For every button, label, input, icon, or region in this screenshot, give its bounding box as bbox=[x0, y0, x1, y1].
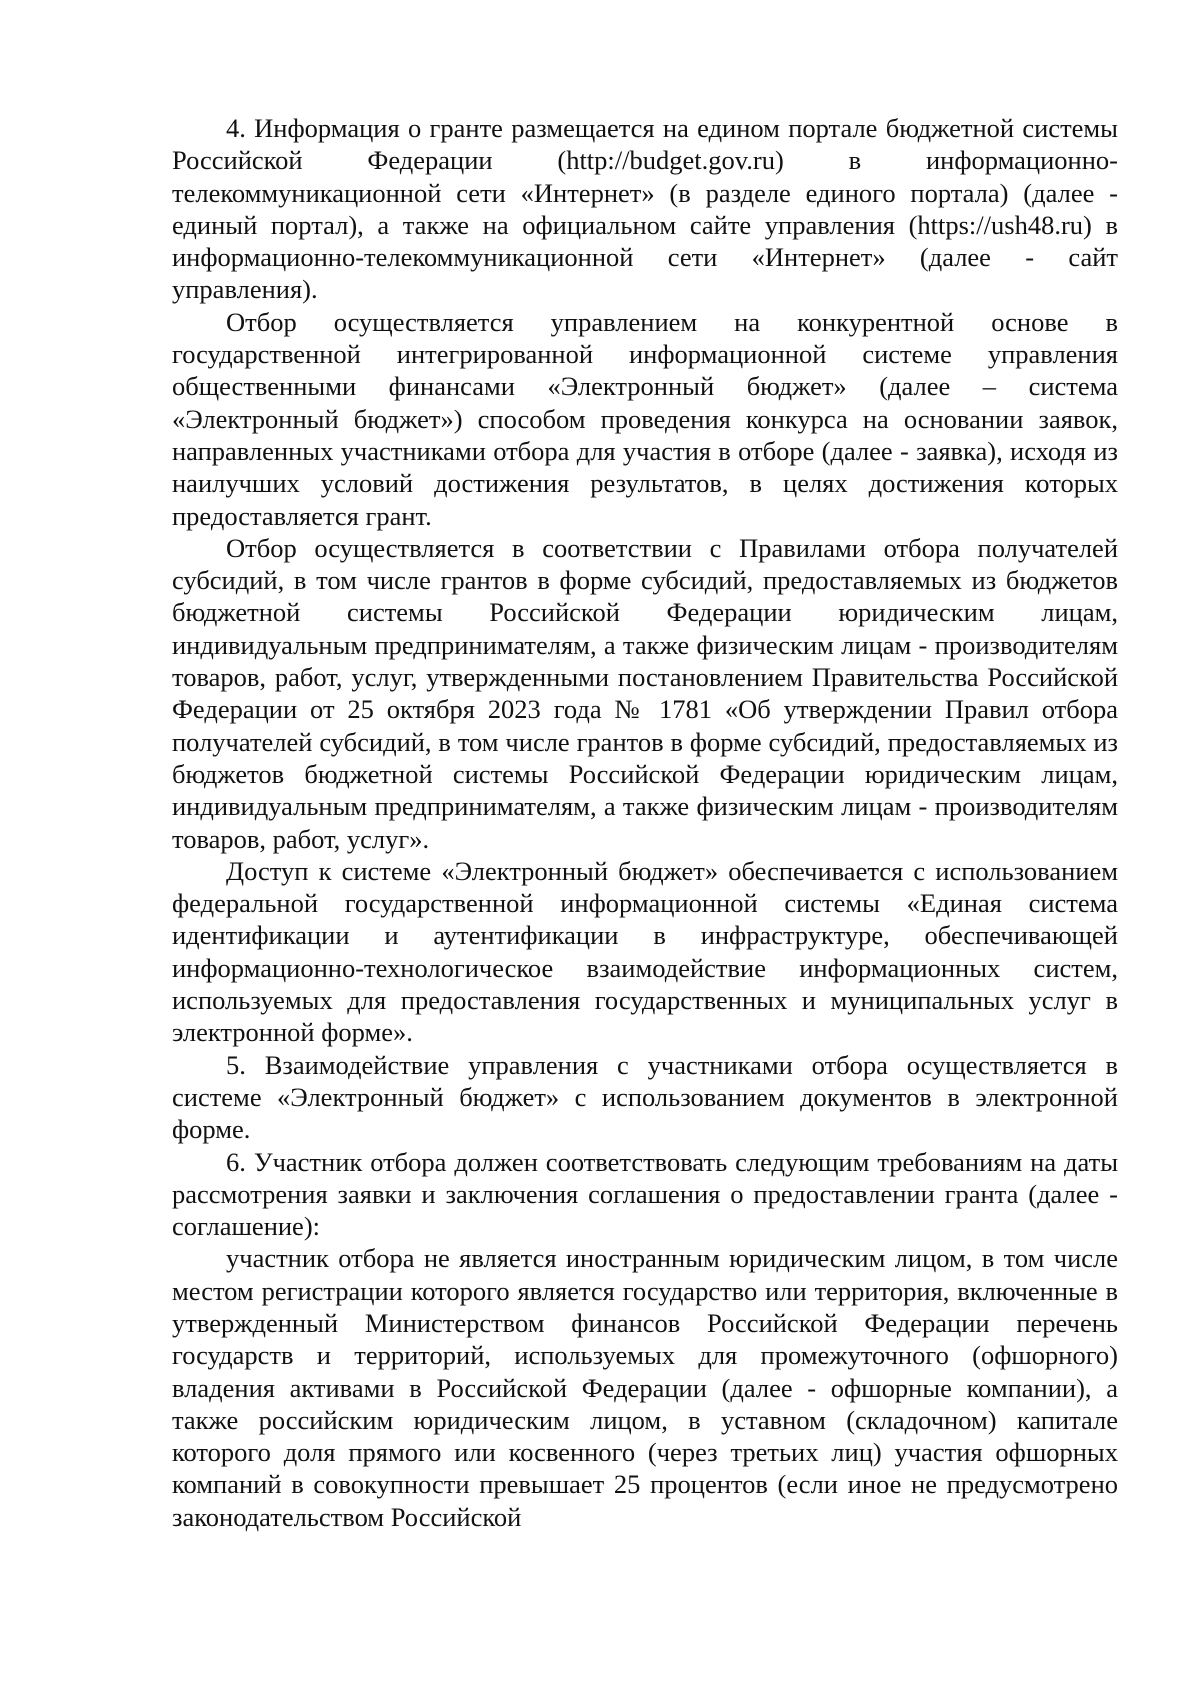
paragraph-interaction: 5. Взаимодействие управления с участниками отбора осуществляется в системе «Электронный бюджет» с использованием документов в электронной форме. bbox=[172, 1049, 1118, 1145]
paragraph-grant-information: 4. Информация о гранте размещается на едином портале бюджетной системы Российской Федерации (http://budget.gov.ru) в информационно-телекоммуникационной сети «Интернет» (в разделе единого портала) (далее - единый портал), а также на официальном сайте управления (https://ush48.ru) в информационно-телекоммуникационной сети «Интернет» (далее - сайт управления). bbox=[172, 113, 1118, 305]
paragraph-selection-rules: Отбор осуществляется в соответствии с Правилами отбора получателей субсидий, в том числе грантов в форме субсидий, предоставляемых из бюджетов бюджетной системы Российской Федерации юридическим лицам, индивидуальным предпринимателям, а также физическим лицам - производителям товаров, работ, услуг, утвержденными постановлением Правительства Российской Федерации от 25 октября 2023 года № 1781 «Об утверждении Правил отбора получателей субсидий, в том числе грантов в форме субсидий, предоставляемых из бюджетов бюджетной системы Российской Федерации юридическим лицам, индивидуальным предпринимателям, а также физическим лицам - производителям товаров, работ, услуг». bbox=[172, 532, 1118, 854]
paragraph-selection-method: Отбор осуществляется управлением на конкурентной основе в государственной интегрированной информационной системе управления общественными финансами «Электронный бюджет» (далее – система «Электронный бюджет») способом проведения конкурса на основании заявок, направленных участниками отбора для участия в отборе (далее - заявка), исходя из наилучших условий достижения результатов, в целях достижения которых предоставляется грант. bbox=[172, 306, 1118, 531]
paragraph-requirements: 6. Участник отбора должен соответствовать следующим требованиям на даты рассмотрения заявки и заключения соглашения о предоставлении гранта (далее - соглашение): bbox=[172, 1146, 1118, 1242]
document-page bbox=[172, 112, 1118, 1533]
paragraph-offshore-requirement: участник отбора не является иностранным юридическим лицом, в том числе местом регистрации которого является государство или территория, включенные в утвержденный Министерством финансов Российской Федерации перечень государств и территорий, используемых для промежуточного (офшорного) владения активами в Российской Федерации (далее - офшорные компании), а также российским юридическим лицом, в уставном (складочном) капитале которого доля прямого или косвенного (через третьих лиц) участия офшорных компаний в совокупности превышает 25 процентов (если иное не предусмотрено законодательством Российской bbox=[172, 1243, 1118, 1532]
paragraph-system-access: Доступ к системе «Электронный бюджет» обеспечивается с использованием федеральной государственной информационной системы «Единая система идентификации и аутентификации в инфраструктуре, обеспечивающей информационно-технологическое взаимодействие информационных систем, используемых для предоставления государственных и муниципальных услуг в электронной форме». bbox=[172, 855, 1118, 1048]
